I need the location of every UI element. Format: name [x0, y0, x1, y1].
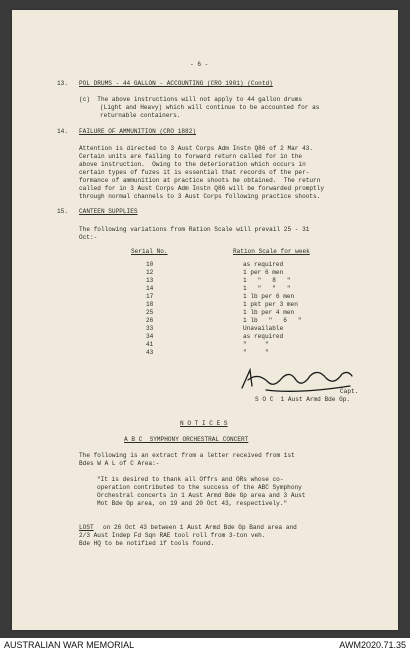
item-14-line: Attention is directed to 3 Aust Corps Adm Instn Q86 of 2 Mar 43. — [79, 145, 314, 152]
ration-row-serial: 10 — [146, 261, 154, 268]
ration-row-serial: 18 — [146, 301, 154, 308]
abc-quote-line: operation contributed to the success of the ABC Symphony — [97, 484, 302, 491]
ration-row-scale: 1 per 6 men — [243, 269, 284, 276]
ration-row-scale: 1 " " " — [243, 285, 291, 292]
item-14-line: through normal channels to 3 Aust Corps following practice shoots. — [79, 193, 321, 200]
ration-row-scale: 1 lb per 6 men — [243, 293, 295, 300]
lost-line: Bde HQ to be notified if tools found. — [79, 540, 215, 547]
item-15-intro-line-1: The following variations from Ration Scale will prevail 25 - 31 — [79, 226, 310, 233]
ration-row-serial: 25 — [146, 309, 154, 316]
footer-accession-number: AWM2020.71.35 — [339, 640, 406, 650]
item-13-para-c-line-1: (c) The above instructions will not apply to 44 gallon drums — [79, 96, 303, 103]
ration-row-scale: 1 " 8 " — [243, 277, 291, 284]
item-15-number: 15. — [57, 208, 68, 215]
ration-row-scale: " " — [243, 341, 269, 348]
column-header-serial: Serial No. — [131, 248, 168, 255]
lost-line: 2/3 Aust Indep Fd Sqn RAE tool roll from 3-ton veh. — [79, 532, 266, 539]
ration-row-serial: 34 — [146, 333, 154, 340]
abc-quote-line: "It is desired to thank all Offrs and ORs whose co- — [97, 476, 284, 483]
ration-row-serial: 14 — [146, 285, 154, 292]
ration-row-serial: 33 — [146, 325, 154, 332]
item-14-line: Certain units are failing to forward return called for in the — [79, 153, 303, 160]
item-14-heading: FAILURE OF AMMUNITION (CRO 1882) — [79, 128, 197, 135]
signature-appointment: S O C 1 Aust Armd Bde Gp. — [255, 396, 351, 403]
item-14-number: 14. — [57, 128, 68, 135]
item-15-heading: CANTEEN SUPPLIES — [79, 208, 138, 215]
ration-row-scale: 1 lb " 6 " — [243, 317, 302, 324]
abc-intro-line-2: Bdes W A L of C Area:- — [79, 460, 160, 467]
item-14-line: certain types of fuzes it is essential that records of the per- — [79, 169, 310, 176]
item-13-number: 13. — [57, 80, 68, 87]
footer-institution: AUSTRALIAN WAR MEMORIAL — [4, 640, 135, 650]
abc-concert-heading: A B C SYMPHONY ORCHESTRAL CONCERT — [124, 436, 249, 443]
ration-row-scale: 1 pkt per 3 men — [243, 301, 298, 308]
ration-row-serial: 26 — [146, 317, 154, 324]
ration-row-serial: 12 — [146, 269, 154, 276]
abc-intro-line-1: The following is an extract from a letter received from 1st — [79, 452, 295, 459]
ration-row-scale: " " — [243, 349, 269, 356]
lost-label: LOST — [79, 524, 94, 531]
item-14-line: called for in 3 Aust Corps Adm Instn Q86 will be forwarded promptly — [79, 185, 325, 192]
ration-row-serial: 41 — [146, 341, 154, 348]
archive-footer — [0, 638, 410, 653]
ration-row-serial: 17 — [146, 293, 154, 300]
item-14-line: above instruction. Owing to the deterioration which occurs in — [79, 161, 306, 168]
abc-quote-line: Mot Bde Gp area, on 19 and 20 Oct 43, respectively." — [97, 500, 288, 507]
item-14-line: formance of ammunition at practice shoots be obtained. The return — [79, 177, 321, 184]
item-13-para-c-line-2: (Light and Heavy) which will continue to be accounted for as — [100, 104, 320, 111]
lost-line: on 26 Oct 43 between 1 Aust Armd Bde Gp Band area and — [103, 524, 297, 531]
abc-quote-line: Orchestral concerts in 1 Aust Armd Bde Gp area and 3 Aust — [97, 492, 306, 499]
item-13-para-c-line-3: returnable containers. — [100, 112, 181, 119]
notices-heading: N O T I C E S — [180, 420, 228, 427]
page-number: - 6 - — [190, 61, 209, 68]
ration-row-scale: 1 lb per 4 men — [243, 309, 295, 316]
ration-row-serial: 13 — [146, 277, 154, 284]
signature-rank: Capt. — [340, 388, 359, 395]
ration-row-serial: 43 — [146, 349, 154, 356]
ration-row-scale: as required — [243, 261, 284, 268]
handwritten-signature — [238, 366, 359, 396]
item-13-heading: POL DRUMS - 44 GALLON - ACCOUNTING (CRO 1901) (Contd) — [79, 80, 273, 87]
ration-row-scale: Unavailable — [243, 325, 284, 332]
item-15-intro-line-2: Oct:- — [79, 234, 98, 241]
ration-row-scale: as required — [243, 333, 284, 340]
column-header-ration-scale: Ration Scale for week — [233, 248, 310, 255]
